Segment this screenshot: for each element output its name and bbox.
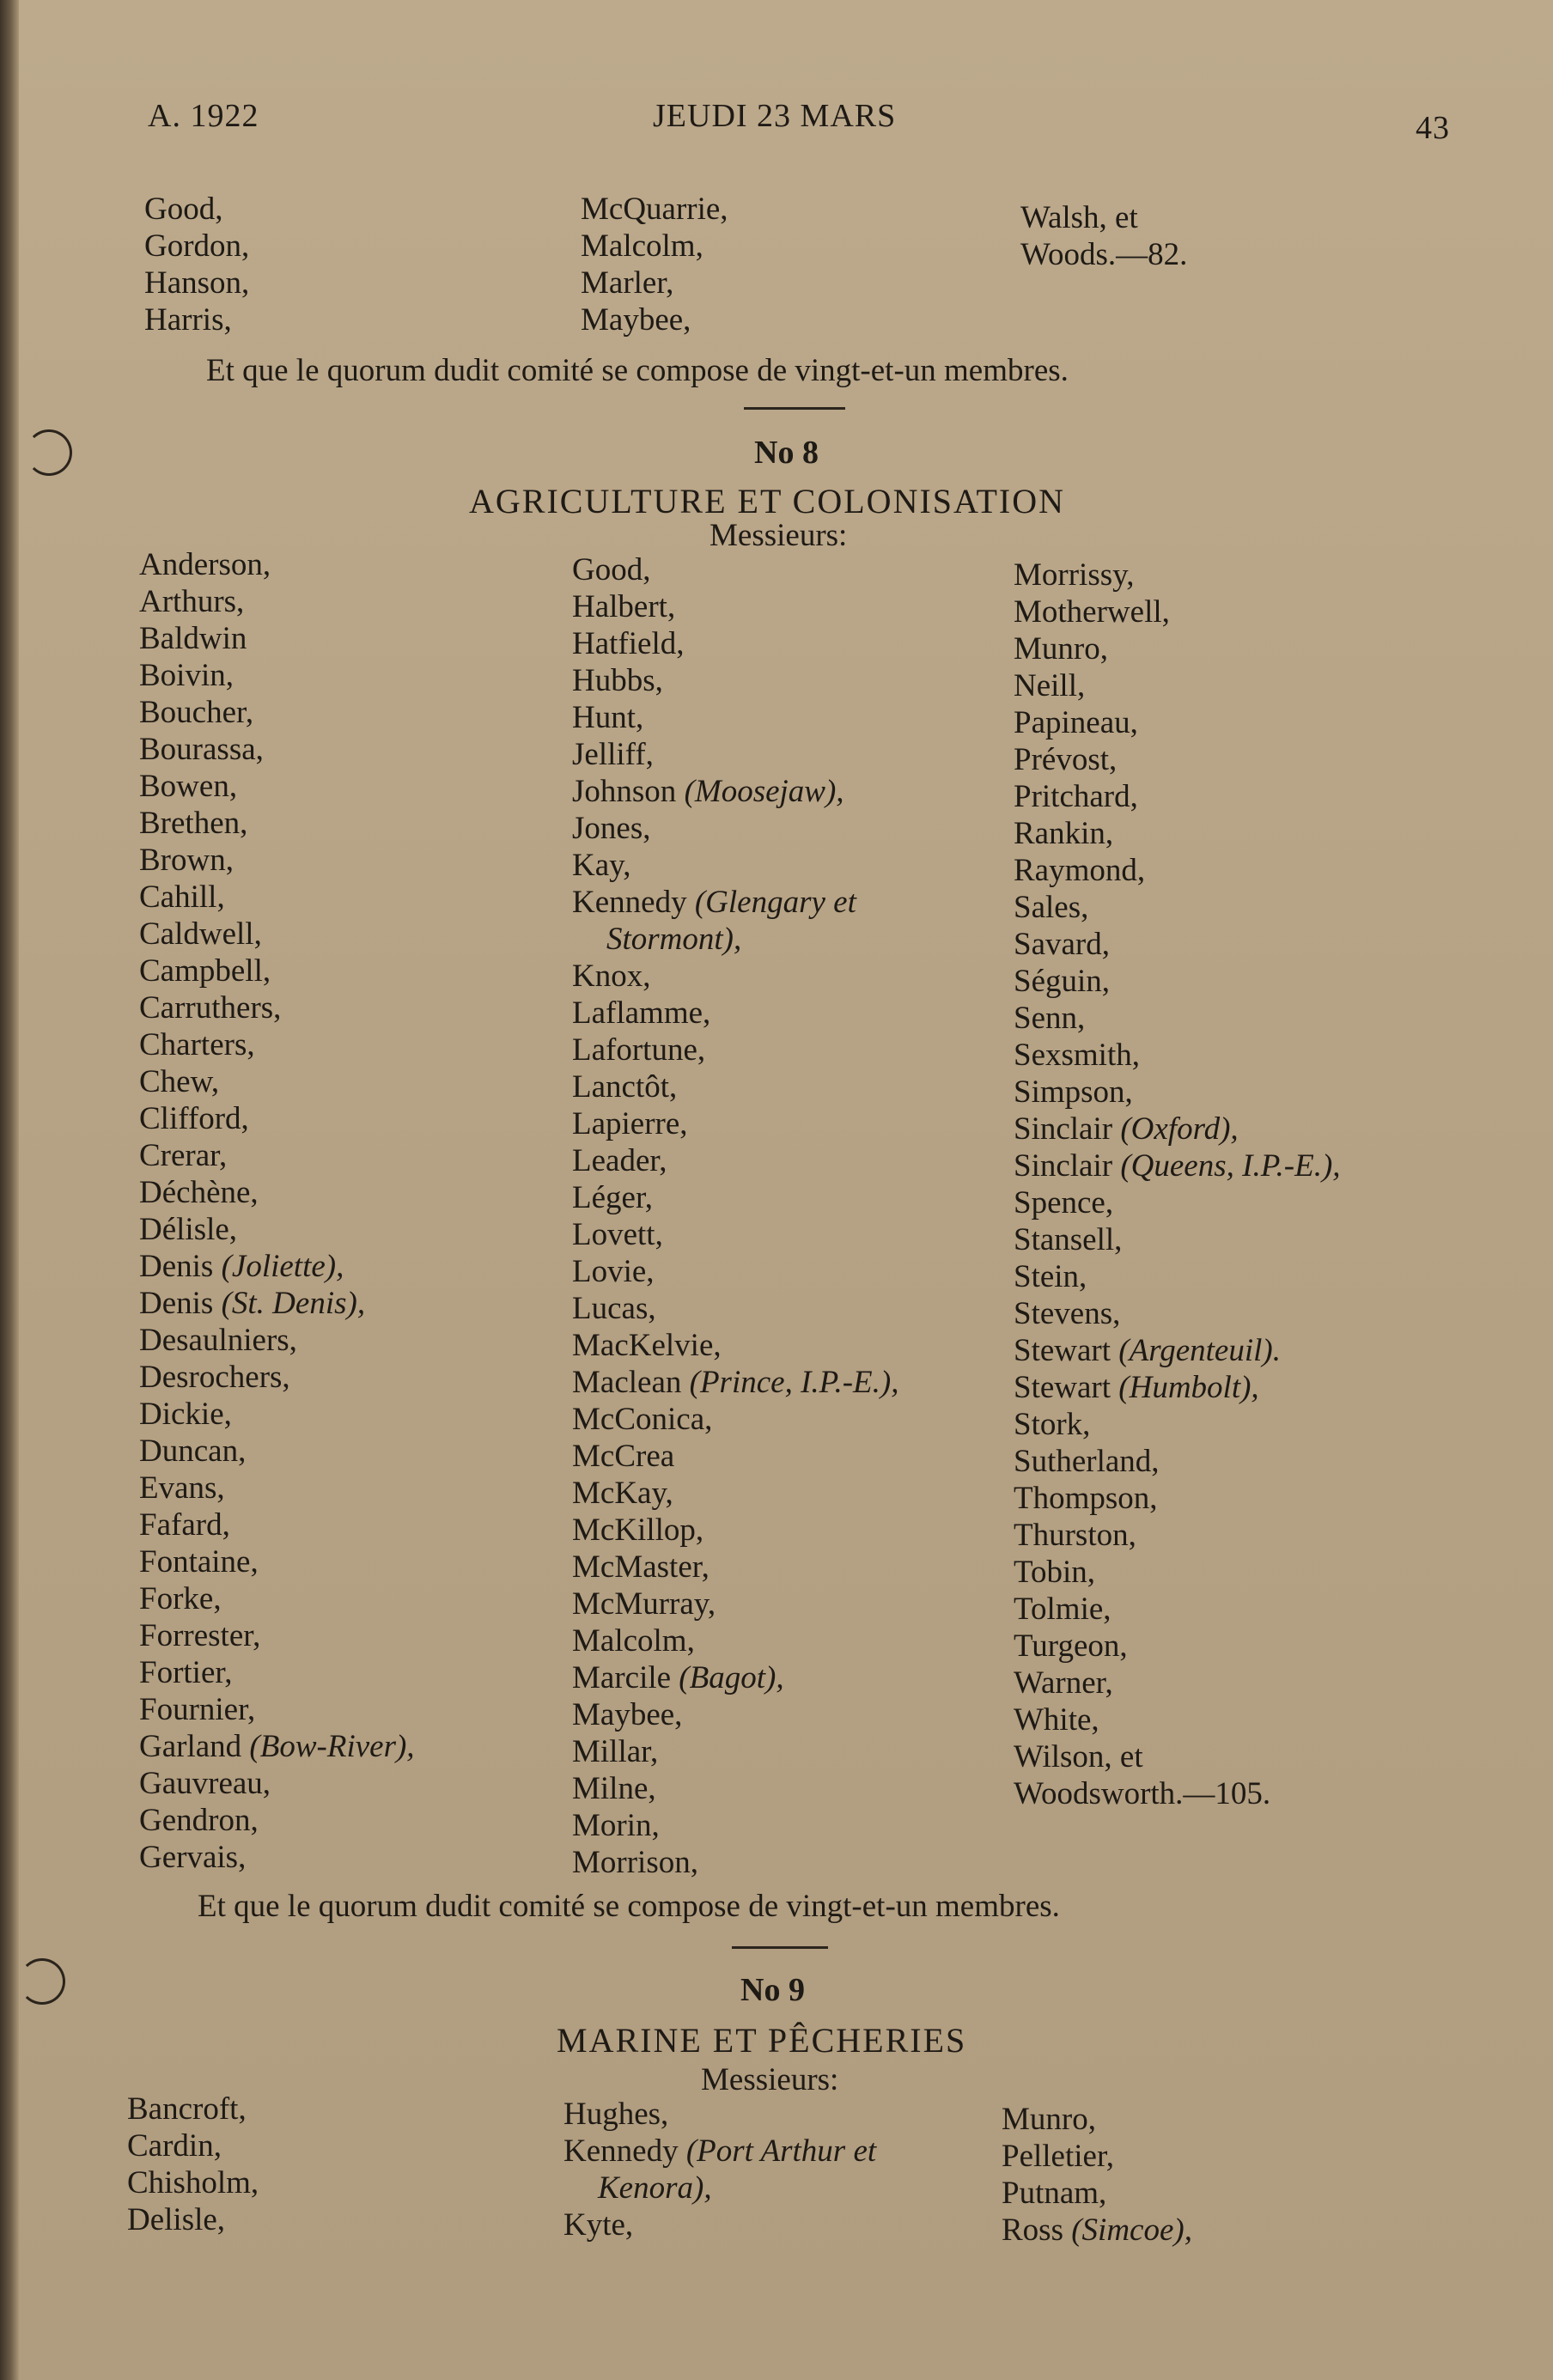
- list-item: Evans,: [139, 1470, 225, 1506]
- list-item: McKay,: [572, 1476, 673, 1511]
- list-item: Jones,: [572, 811, 651, 846]
- list-item: McQuarrie,: [581, 192, 728, 227]
- list-item: Chisholm,: [127, 2165, 259, 2200]
- list-item: Morin,: [572, 1808, 660, 1843]
- list-item: Stansell,: [1014, 1222, 1123, 1257]
- list-item: Munro,: [1002, 2102, 1096, 2137]
- list-item: Carruthers,: [139, 990, 282, 1026]
- book-spine: [0, 0, 19, 2380]
- list-item: Boucher,: [139, 695, 254, 730]
- list-item: Marler,: [581, 265, 674, 301]
- list-item: Boivin,: [139, 658, 234, 693]
- list-item: McMaster,: [572, 1549, 710, 1585]
- list-item: Baldwin: [139, 621, 247, 656]
- list-item: Garland (Bow-River),: [139, 1729, 415, 1764]
- list-item: Hughes,: [563, 2097, 669, 2132]
- list-item: Campbell,: [139, 953, 271, 989]
- list-item: Malcolm,: [581, 228, 703, 264]
- list-item: Délisle,: [139, 1212, 238, 1247]
- list-item: Déchène,: [139, 1175, 259, 1210]
- list-item: Thompson,: [1014, 1481, 1158, 1516]
- list-item: Dickie,: [139, 1397, 232, 1432]
- list-item: Johnson (Moosejaw),: [572, 774, 844, 809]
- list-item: Kennedy (Port Arthur et: [563, 2133, 877, 2169]
- section-title: MARINE ET PÊCHERIES: [557, 2021, 967, 2060]
- list-item: Simpson,: [1014, 1074, 1133, 1110]
- section-number: No 8: [754, 435, 819, 471]
- list-item: Sinclair (Queens, I.P.-E.),: [1014, 1148, 1341, 1184]
- list-item: Kay,: [572, 848, 631, 883]
- list-item: Caldwell,: [139, 916, 262, 952]
- list-item: Bancroft,: [127, 2091, 247, 2127]
- list-item: Senn,: [1014, 1001, 1086, 1036]
- list-item: Gervais,: [139, 1840, 247, 1875]
- quorum-statement: Et que le quorum dudit comité se compose de vingt-et-un membres.: [198, 1889, 1060, 1924]
- list-item: Milne,: [572, 1771, 656, 1806]
- divider: [744, 407, 845, 410]
- list-item: Pelletier,: [1002, 2139, 1115, 2174]
- quorum-statement: Et que le quorum dudit comité se compose de vingt-et-un membres.: [206, 353, 1069, 388]
- list-item: Leader,: [572, 1143, 667, 1178]
- list-item: McCrea: [572, 1439, 675, 1474]
- list-item: Sales,: [1014, 890, 1089, 925]
- list-item: Arthurs,: [139, 584, 245, 619]
- header-date: JEUDI 23 MARS: [653, 98, 897, 134]
- list-item: Fournier,: [139, 1692, 256, 1727]
- list-item: Tobin,: [1014, 1555, 1096, 1590]
- list-item: Hatfield,: [572, 626, 685, 661]
- list-item: Gordon,: [144, 228, 250, 264]
- list-item: Woods.—82.: [1020, 237, 1188, 272]
- messieurs-label: Messieurs:: [701, 2062, 839, 2097]
- list-item: Knox,: [572, 959, 651, 994]
- list-item: Charters,: [139, 1027, 255, 1062]
- list-item: Raymond,: [1014, 853, 1146, 888]
- list-item: Brown,: [139, 843, 234, 878]
- list-item: Clifford,: [139, 1101, 249, 1136]
- list-item: Desrochers,: [139, 1360, 290, 1395]
- list-item: Léger,: [572, 1180, 654, 1215]
- list-item: Neill,: [1014, 668, 1086, 703]
- list-item: Stormont),: [606, 922, 742, 957]
- section-number: No 9: [740, 1972, 805, 2008]
- list-item: Lanctôt,: [572, 1069, 678, 1105]
- list-item: Hubbs,: [572, 663, 663, 698]
- list-item: Denis (St. Denis),: [139, 1286, 366, 1321]
- list-item: White,: [1014, 1702, 1099, 1738]
- list-item: Crerar,: [139, 1138, 228, 1173]
- list-item: Papineau,: [1014, 705, 1138, 740]
- list-item: Warner,: [1014, 1665, 1113, 1701]
- list-item: Thurston,: [1014, 1518, 1136, 1553]
- binding-hole: [19, 1958, 65, 2005]
- messieurs-label: Messieurs:: [710, 518, 848, 553]
- list-item: Spence,: [1014, 1185, 1114, 1220]
- list-item: Savard,: [1014, 927, 1110, 962]
- list-item: Rankin,: [1014, 816, 1114, 851]
- list-item: Good,: [144, 192, 223, 227]
- list-item: Gendron,: [139, 1803, 259, 1838]
- list-item: Forrester,: [139, 1618, 261, 1653]
- members-col2: [572, 551, 898, 1881]
- list-item: Malcolm,: [572, 1623, 695, 1659]
- list-item: Desaulniers,: [139, 1323, 297, 1358]
- list-item: Kenora),: [598, 2170, 712, 2206]
- list-item: Denis (Joliette),: [139, 1249, 344, 1284]
- list-item: Lucas,: [572, 1291, 656, 1326]
- list-item: Forke,: [139, 1581, 222, 1616]
- list-item: Woodsworth.—105.: [1014, 1776, 1271, 1811]
- prev-list-col3: [1020, 199, 1187, 273]
- divider: [732, 1946, 828, 1949]
- list-item: Motherwell,: [1014, 594, 1170, 630]
- list-item: Kyte,: [563, 2207, 634, 2243]
- list-item: Marcile (Bagot),: [572, 1660, 784, 1695]
- list-item: Cardin,: [127, 2128, 222, 2164]
- list-item: Duncan,: [139, 1433, 247, 1469]
- list-item: MacKelvie,: [572, 1328, 722, 1363]
- list-item: Lovie,: [572, 1254, 655, 1289]
- list-item: Ross (Simcoe),: [1002, 2213, 1192, 2248]
- list-item: Delisle,: [127, 2202, 226, 2237]
- list-item: Laflamme,: [572, 995, 711, 1031]
- list-item: Jelliff,: [572, 737, 654, 772]
- page-number: 43: [1416, 110, 1450, 146]
- list-item: Gauvreau,: [139, 1766, 271, 1801]
- members-col3: [1002, 2101, 1192, 2249]
- list-item: Munro,: [1014, 631, 1108, 667]
- list-item: Bowen,: [139, 769, 238, 804]
- list-item: Wilson, et: [1014, 1739, 1143, 1774]
- list-item: McKillop,: [572, 1513, 704, 1548]
- header-year: A. 1922: [148, 98, 259, 134]
- binding-hole: [26, 429, 72, 476]
- section-title: AGRICULTURE ET COLONISATION: [469, 482, 1065, 520]
- list-item: Hunt,: [572, 700, 644, 735]
- list-item: Turgeon,: [1014, 1628, 1128, 1664]
- list-item: McConica,: [572, 1402, 713, 1437]
- list-item: Fontaine,: [139, 1544, 259, 1580]
- list-item: Hanson,: [144, 265, 250, 301]
- list-item: Stork,: [1014, 1407, 1091, 1442]
- list-item: Maybee,: [572, 1697, 683, 1732]
- list-item: Morrison,: [572, 1845, 698, 1880]
- list-item: Stewart (Argenteuil).: [1014, 1333, 1281, 1368]
- list-item: Séguin,: [1014, 964, 1111, 999]
- list-item: Putnam,: [1002, 2176, 1107, 2211]
- list-item: Sinclair (Oxford),: [1014, 1111, 1239, 1147]
- list-item: Morrissy,: [1014, 557, 1135, 593]
- list-item: Halbert,: [572, 589, 676, 624]
- prev-list-col1: [144, 191, 249, 338]
- list-item: Cahill,: [139, 880, 225, 915]
- list-item: Stevens,: [1014, 1296, 1121, 1331]
- list-item: Lovett,: [572, 1217, 663, 1252]
- list-item: Chew,: [139, 1064, 220, 1099]
- list-item: Sutherland,: [1014, 1444, 1160, 1479]
- members-col2: [563, 2096, 876, 2243]
- list-item: Millar,: [572, 1734, 659, 1769]
- list-item: Maybee,: [581, 302, 691, 338]
- list-item: Anderson,: [139, 547, 271, 582]
- list-item: Fafard,: [139, 1507, 230, 1543]
- list-item: Bourassa,: [139, 732, 264, 767]
- list-item: Stewart (Humbolt),: [1014, 1370, 1259, 1405]
- list-item: Tolmie,: [1014, 1592, 1111, 1627]
- list-item: Good,: [572, 552, 651, 587]
- list-item: Lapierre,: [572, 1106, 688, 1141]
- list-item: Pritchard,: [1014, 779, 1138, 814]
- prev-list-col2: [581, 191, 728, 338]
- members-col1: [127, 2091, 259, 2238]
- list-item: Stein,: [1014, 1259, 1087, 1294]
- list-item: Brethen,: [139, 806, 248, 841]
- list-item: Lafortune,: [572, 1032, 706, 1068]
- members-col1: [139, 546, 415, 1876]
- list-item: Kennedy (Glengary et: [572, 885, 856, 920]
- list-item: Prévost,: [1014, 742, 1118, 777]
- list-item: Sexsmith,: [1014, 1038, 1140, 1073]
- list-item: Fortier,: [139, 1655, 233, 1690]
- list-item: Walsh, et: [1020, 200, 1138, 235]
- list-item: Harris,: [144, 302, 232, 338]
- list-item: McMurray,: [572, 1586, 716, 1622]
- members-col3: [1014, 557, 1341, 1812]
- list-item: Maclean (Prince, I.P.-E.),: [572, 1365, 899, 1400]
